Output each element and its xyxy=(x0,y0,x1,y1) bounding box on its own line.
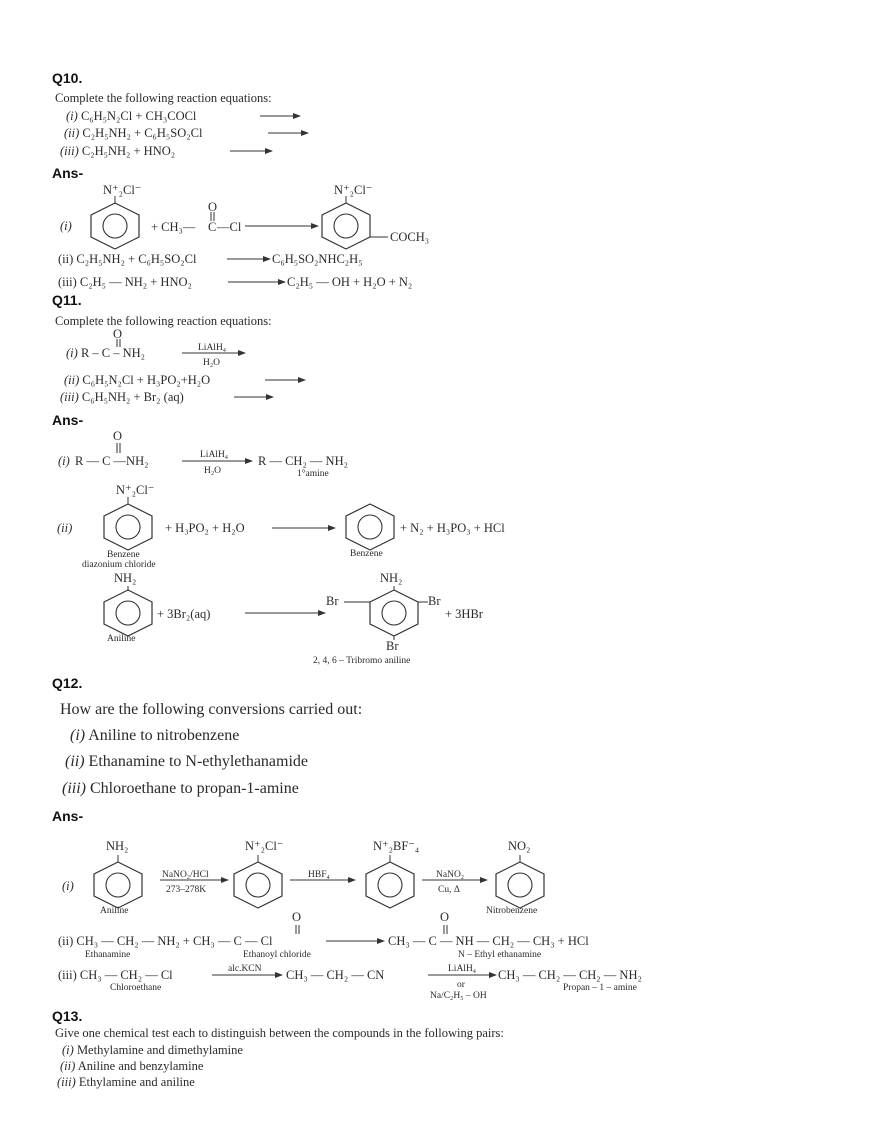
item-text: C₂H₅NH₂ + C₆H₅SO₂Cl xyxy=(82,126,203,140)
amino-group: NH₂ xyxy=(106,839,129,853)
compound-label: N – Ethyl ethanamine xyxy=(458,950,542,960)
question-item xyxy=(62,1042,243,1058)
compound-label: diazonium chloride xyxy=(82,560,156,570)
benzene-ring xyxy=(370,590,418,636)
fluoroborate-group: N⁺₂BF⁻₄ xyxy=(373,839,420,853)
item-number: (i) xyxy=(66,109,78,123)
question-label: Q13. xyxy=(52,1008,83,1024)
question-item xyxy=(64,125,202,141)
reagent-below-arrow: or xyxy=(457,980,465,990)
item-number: (iii) xyxy=(62,780,86,797)
item-text: C₆H₅N₂Cl + CH₃COCl xyxy=(80,109,197,123)
oxygen-atom: O xyxy=(440,910,450,924)
item-text: R – C – NH₂ xyxy=(80,346,146,360)
amide-reactant: R — C —NH₂ xyxy=(75,454,149,468)
reagent-above-arrow: LiAlH₄ xyxy=(198,343,227,353)
item-text: C₆H₅N₂Cl + H₃PO₂+H₂O xyxy=(82,373,211,387)
item-text: Chloroethane to propan-1-amine xyxy=(90,780,299,797)
question-item xyxy=(62,779,299,799)
question-item xyxy=(60,1058,203,1074)
reagent-above-arrow: NaNO₂ xyxy=(436,870,465,880)
equation-reactants: (iii) C₂H₅ — NH₂ + HNO₂ xyxy=(58,275,192,289)
compound-label: Aniline xyxy=(100,906,129,916)
compound-label: Ethanamine xyxy=(85,950,131,960)
compound-label: Benzene xyxy=(107,550,140,560)
reagent-text: + H₃PO₂ + H₂O xyxy=(165,521,245,535)
item-number: (ii) xyxy=(65,753,85,770)
reagent-below-arrow: H₂O xyxy=(203,358,221,368)
item-number: (ii) xyxy=(57,521,73,535)
benzene-ring xyxy=(346,504,394,550)
answer-label: Ans- xyxy=(52,412,84,428)
amine-product: R — CH₂ — NH₂ xyxy=(258,454,348,468)
item-text: C₆H₅NH₂ + Br₂ (aq) xyxy=(81,390,184,404)
oxygen-atom: O xyxy=(208,200,218,214)
item-number: (i) xyxy=(62,879,74,893)
compound-label: 2, 4, 6 – Tribromo aniline xyxy=(313,656,411,666)
item-number: (i) xyxy=(58,454,70,468)
compound-label: Chloroethane xyxy=(110,983,162,993)
reagent-below-arrow: Cu, Δ xyxy=(438,885,460,895)
benzene-ring xyxy=(94,862,142,908)
equation-reactants: (ii) C₂H₅NH₂ + C₆H₅SO₂Cl xyxy=(58,252,197,266)
reagent-text: + 3Br₂(aq) xyxy=(157,607,211,621)
question-item xyxy=(66,345,145,361)
bromo-group: Br xyxy=(386,639,399,653)
item-number: (i) xyxy=(62,1043,74,1057)
reagent-text: + CH₃— xyxy=(151,220,196,234)
reagent-above-arrow: NaNO₂/HCl xyxy=(162,870,209,880)
intermediate-text: CH₃ — CH₂ — CN xyxy=(286,968,385,982)
compound-label: Propan – 1 – amine xyxy=(563,983,637,993)
item-number: (ii) xyxy=(60,1059,76,1073)
question-item xyxy=(66,108,196,124)
question-item xyxy=(64,372,210,388)
diazonium-group: N⁺₂Cl⁻ xyxy=(334,183,373,197)
reagent-above-arrow: LiAlH₄ xyxy=(200,450,229,460)
question-item xyxy=(57,1074,195,1090)
reagent-above-arrow: alc.KCN xyxy=(228,964,262,974)
products-text: + N₂ + H₃PO₃ + HCl xyxy=(400,521,505,535)
item-text: Aniline and benzylamine xyxy=(77,1059,204,1073)
question-prompt: Complete the following reaction equations: xyxy=(55,314,272,328)
item-number: (i) xyxy=(70,727,86,744)
equation-products: C₂H₅ — OH + H₂O + N₂ xyxy=(287,275,413,289)
acetyl-group: COCH₃ xyxy=(390,230,430,244)
item-number: (iii) xyxy=(57,1075,76,1089)
compound-label: Benzene xyxy=(350,549,383,559)
question-prompt: Complete the following reaction equations: xyxy=(55,91,272,105)
item-text: Ethanamine to N-ethylethanamide xyxy=(88,753,309,770)
benzene-ring xyxy=(104,590,152,636)
nitro-group: NO₂ xyxy=(508,839,531,853)
compound-label: Nitrobenzene xyxy=(486,906,538,916)
equation-products: C₆H₅SO₂NHC₂H₅ xyxy=(272,252,363,266)
bromo-group: Br xyxy=(428,594,441,608)
answer-label: Ans- xyxy=(52,808,84,824)
products-text: + 3HBr xyxy=(445,607,483,621)
equation-products: CH₃ — CH₂ — CH₂ — NH₂ xyxy=(498,968,642,982)
item-number: (ii) xyxy=(64,126,80,140)
item-number: (iii) xyxy=(60,144,79,158)
equation-reactants: (iii) CH₃ — CH₂ — Cl xyxy=(58,968,173,982)
benzene-ring xyxy=(322,203,370,249)
reagent-above-arrow: LiAlH₄ xyxy=(448,964,477,974)
question-prompt: How are the following conversions carried out: xyxy=(60,701,363,718)
carbonyl-carbon: C xyxy=(208,220,217,234)
amino-group: NH₂ xyxy=(114,571,137,585)
chloro-group: —Cl xyxy=(217,220,242,234)
diazonium-group: N⁺₂Cl⁻ xyxy=(245,839,284,853)
answer-label: Ans- xyxy=(52,165,84,181)
reagent-above-arrow: HBF₄ xyxy=(308,870,330,880)
item-text: Methylamine and dimethylamine xyxy=(76,1043,243,1057)
item-text: C₂H₅NH₂ + HNO₂ xyxy=(81,144,176,158)
benzene-ring xyxy=(234,862,282,908)
reagent-below-arrow: Na/C₂H₅ – OH xyxy=(430,991,487,1001)
item-text: Aniline to nitrobenzene xyxy=(88,727,240,744)
benzene-ring xyxy=(104,504,152,550)
bromo-group: Br xyxy=(326,594,339,608)
question-prompt: Give one chemical test each to distinguish between the compounds in the following pairs: xyxy=(55,1026,504,1040)
benzene-ring xyxy=(91,203,139,249)
oxygen-atom: O xyxy=(292,910,302,924)
oxygen-atom: O xyxy=(113,429,123,443)
amino-group: NH₂ xyxy=(380,571,403,585)
question-item xyxy=(60,143,175,159)
item-number: (i) xyxy=(66,346,78,360)
item-number: (i) xyxy=(60,219,72,233)
benzene-ring xyxy=(496,862,544,908)
product-label: 1°amine xyxy=(297,469,329,479)
diazonium-group: N⁺₂Cl⁻ xyxy=(116,483,155,497)
reagent-below-arrow: H₂O xyxy=(204,466,222,476)
question-label: Q11. xyxy=(52,292,82,308)
item-number: (ii) xyxy=(64,373,80,387)
item-text: Ethylamine and aniline xyxy=(78,1075,195,1089)
compound-label: Ethanoyl chloride xyxy=(243,950,311,960)
equation-reactants: (ii) CH₃ — CH₂ — NH₂ + CH₃ — C — Cl xyxy=(58,934,273,948)
benzene-ring xyxy=(366,862,414,908)
question-item xyxy=(65,752,308,772)
question-item xyxy=(70,726,239,746)
oxygen-atom: O xyxy=(113,327,123,341)
question-label: Q10. xyxy=(52,70,83,86)
item-number: (iii) xyxy=(60,390,79,404)
compound-label: Aniline xyxy=(107,634,136,644)
equation-products: CH₃ — C — NH — CH₂ — CH₃ + HCl xyxy=(388,934,589,948)
reagent-below-arrow: 273–278K xyxy=(166,885,207,895)
diazonium-group: N⁺₂Cl⁻ xyxy=(103,183,142,197)
question-label: Q12. xyxy=(52,675,83,691)
question-item xyxy=(60,389,184,405)
